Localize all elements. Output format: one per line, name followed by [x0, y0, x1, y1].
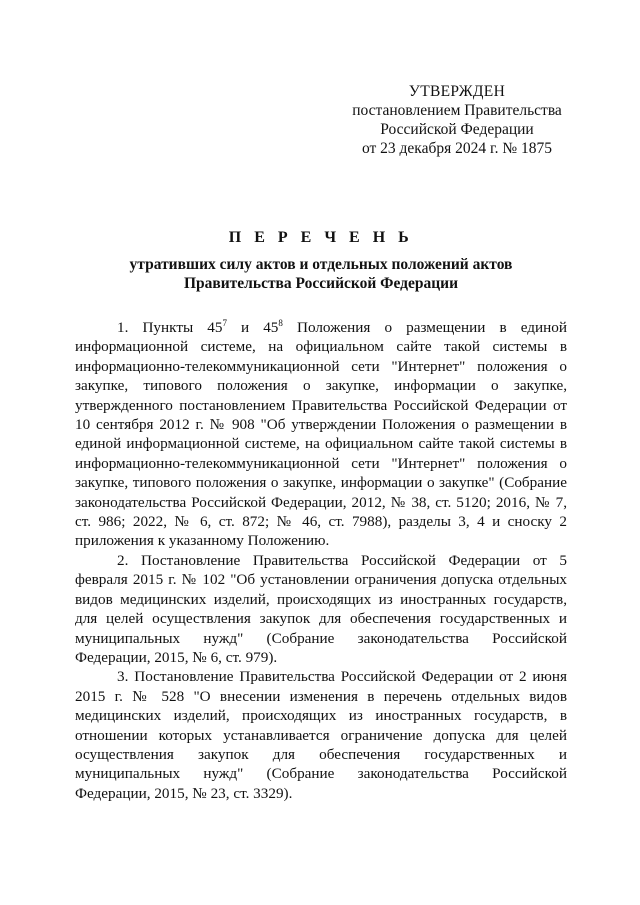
document-title: П Е Р Е Ч Е Н Ь [228, 229, 414, 246]
approval-stamp [342, 82, 572, 158]
list-item-2 [75, 551, 567, 667]
item-3-text: 3. Постановление Правительства Российской Федерации от 2 июня 2015 г. № 528 "О внесении изменения в перечень отдельных видов медицинских изделий, происходящих из иностранных государств, в отношении которых устанавливается ограничение допуска для целей осуществления закупок для обеспечения государственных и муниципальных нужд" (Собрание законодательства Российской Федерации, 2015, № 23, ст. 3329). [75, 668, 567, 802]
item-1-text: Положения о размещении в единой информационной системе, на официальном сайте такой системы в информационно-телекоммуникационной сети "Интернет" положения о закупке, типового положения о закупке, информации о закупке, утвержденного постановлением Правительства Российской Федерации от 10 сентября 2012 г. № 908 "Об утверждении Положения о размещении в единой информационной системе, на официальном сайте такой системы в информационно-телекоммуникационной сети "Интернет" положения о закупке, типового положения о закупке, информации о закупке" (Собрание законодательства Российской Федерации, 2012, № 38, ст. 5120; 2016, № 7, ст. 986; 2022, № 6, ст. 872; № 46, ст. 7988), разделы 3, 4 и сноску 2 приложения к указанному Положению. [75, 319, 567, 550]
approval-authority: постановлением Правительства [352, 102, 562, 119]
item-2-text: 2. Постановление Правительства Российской Федерации от 5 февраля 2015 г. № 102 "Об установлении ограничения допуска отдельных видов медицинских изделий, происходящих из иностранных государств, для целей осуществления закупок для обеспечения государственных и муниципальных нужд" (Собрание законодательства Российской Федерации, 2015, № 6, ст. 979). [75, 551, 567, 666]
document-heading [75, 228, 567, 293]
item-1-lead: 1. Пункты 45 [117, 319, 223, 336]
item-1-superscript-1: 7 [222, 318, 227, 328]
document-subtitle-line-1: утративших силу актов и отдельных положений актов [129, 256, 513, 273]
approval-country: Российской Федерации [380, 121, 534, 138]
document-body [75, 318, 567, 803]
approval-title: УТВЕРЖДЕН [408, 83, 506, 100]
approval-date-number: от 23 декабря 2024 г. № 1875 [361, 140, 553, 157]
item-1-superscript-2: 8 [278, 318, 283, 328]
list-item-1 [75, 318, 567, 551]
item-1-mid: и 45 [226, 319, 279, 336]
list-item-3 [75, 667, 567, 803]
document-subtitle-line-2: Правительства Российской Федерации [183, 275, 459, 292]
